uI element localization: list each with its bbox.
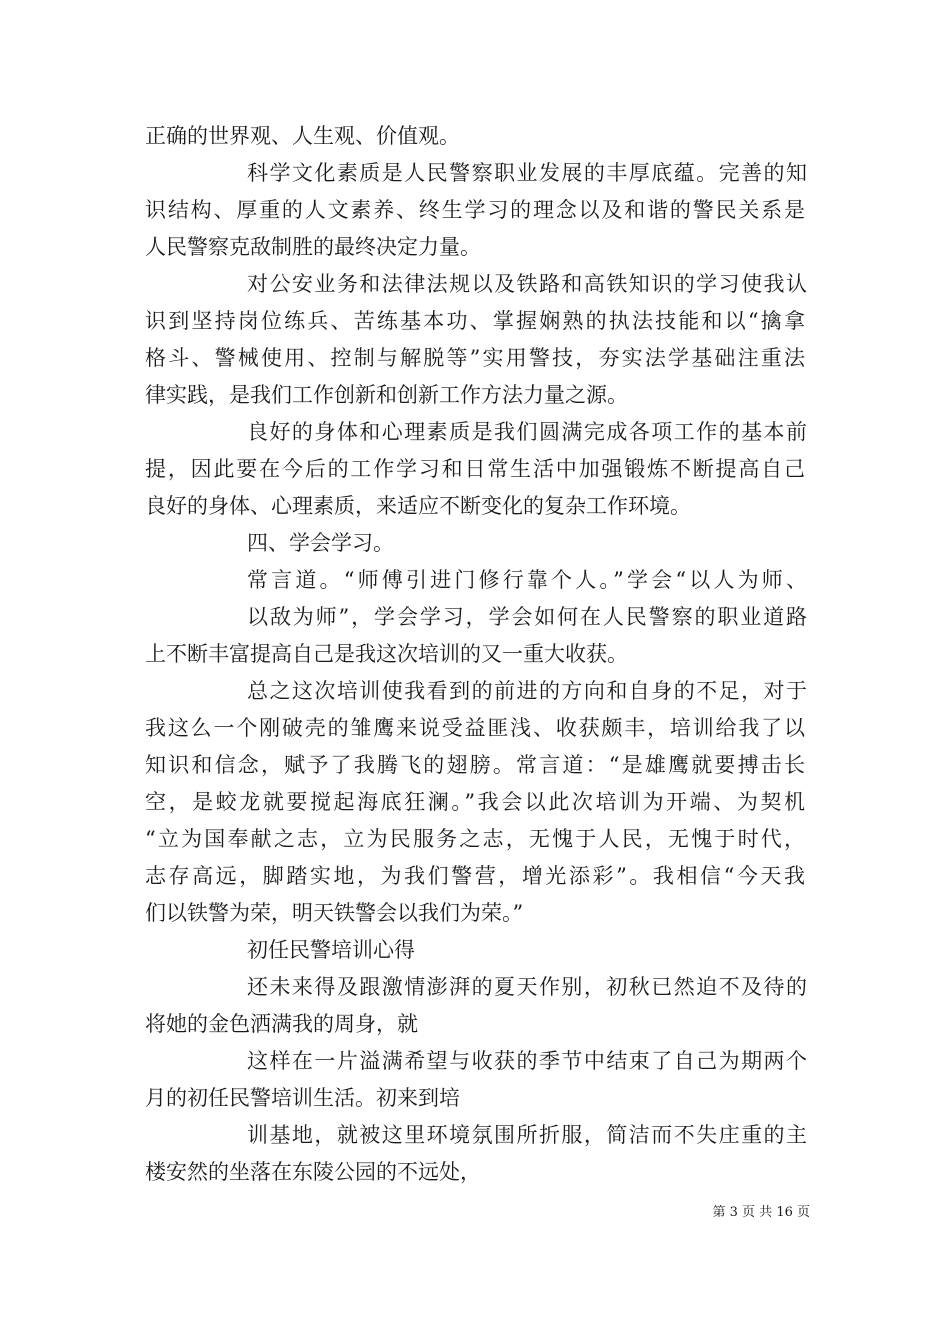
- text-line: 识到坚持岗位练兵、苦练基本功、掌握娴熟的执法技能和以“擒拿: [145, 309, 805, 333]
- text-line: 人民警察克敌制胜的最终决定力量。: [145, 235, 481, 259]
- text-line: 良好的身体、心理素质，来适应不断变化的复杂工作环境。: [145, 494, 691, 518]
- text-line: 空，是蛟龙就要搅起海底狂澜。”我会以此次培训为开端、为契机: [145, 790, 805, 814]
- text-line: 对公安业务和法律法规以及铁路和高铁知识的学习使我认: [247, 272, 807, 296]
- text-line: 良好的身体和心理素质是我们圆满完成各项工作的基本前: [247, 420, 807, 444]
- text-line: 楼安然的坐落在东陵公园的不远处，: [145, 1160, 481, 1184]
- page-number-footer: 第 3 页 共 16 页: [712, 1205, 810, 1220]
- text-line: 识结构、厚重的人文素养、终生学习的理念以及和谐的警民关系是: [145, 198, 805, 222]
- text-line: 总之这次培训使我看到的前进的方向和自身的不足，对于: [247, 679, 807, 703]
- text-line: 月的初任民警培训生活。初来到培: [145, 1086, 460, 1110]
- text-line: 以敌为师”，学会学习，学会如何在人民警察的职业道路: [247, 605, 807, 629]
- text-line: 格斗、警械使用、控制与解脱等”实用警技，夯实法学基础注重法: [145, 346, 805, 370]
- text-line: 还未来得及跟激情澎湃的夏天作别，初秋已然迫不及待的: [247, 975, 807, 999]
- text-line: 上不断丰富提高自己是我这次培训的又一重大收获。: [145, 642, 628, 666]
- text-line: 提，因此要在今后的工作学习和日常生活中加强锻炼不断提高自己: [145, 457, 805, 481]
- text-line: 知识和信念，赋予了我腾飞的翅膀。常言道：“是雄鹰就要搏击长: [145, 753, 805, 777]
- article-title: 初任民警培训心得: [247, 938, 415, 962]
- text-line: 将她的金色洒满我的周身，就: [145, 1012, 418, 1036]
- section-heading: 四、学会学习。: [247, 531, 394, 555]
- text-line: 志存高远，脚踏实地，为我们警营，增光添彩”。我相信“今天我: [145, 864, 805, 888]
- text-line: 正确的世界观、人生观、价值观。: [145, 124, 460, 148]
- text-line: 训基地，就被这里环境氛围所折服，简洁而不失庄重的主: [247, 1123, 807, 1147]
- text-line: 律实践，是我们工作创新和创新工作方法力量之源。: [145, 383, 628, 407]
- text-line: 科学文化素质是人民警察职业发展的丰厚底蕴。完善的知: [247, 161, 807, 185]
- text-line: 这样在一片溢满希望与收获的季节中结束了自己为期两个: [247, 1049, 807, 1073]
- text-line: 们以铁警为荣，明天铁警会以我们为荣。”: [145, 901, 524, 925]
- text-line: “立为国奉献之志，立为民服务之志，无愧于人民，无愧于时代，: [145, 827, 805, 851]
- text-line: 我这么一个刚破壳的雏鹰来说受益匪浅、收获颇丰，培训给我了以: [145, 716, 805, 740]
- text-line: 常言道。“师傅引进门修行靠个人。”学会“以人为师、: [247, 568, 807, 592]
